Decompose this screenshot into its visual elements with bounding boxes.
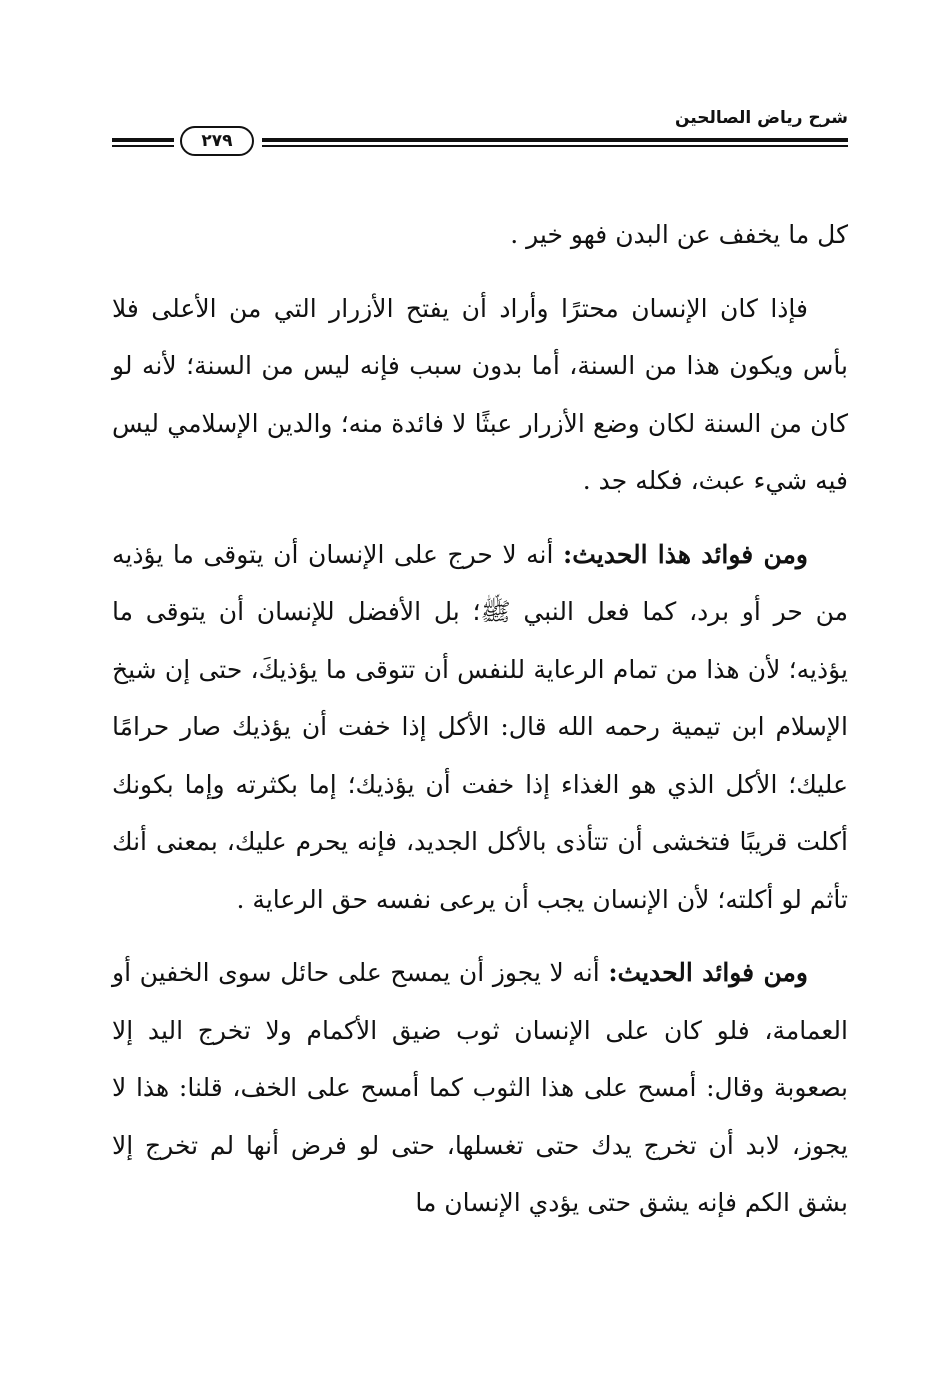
page-number-badge: ٢٧٩	[180, 126, 254, 156]
paragraph-3	[112, 526, 848, 929]
page-body	[112, 206, 848, 1232]
paragraph-1: كل ما يخفف عن البدن فهو خير .	[510, 220, 848, 249]
header-rule-thin	[262, 145, 848, 147]
paragraph-3-lead: ومن فوائد هذا الحديث:	[562, 539, 808, 569]
header-rule-left-thick	[112, 138, 174, 142]
paragraph-3-text: أنه لا حرج على الإنسان أن يتوقى ما يؤذيه من حر أو برد، كما فعل النبي ﷺ؛ بل الأفضل للإنسان أن يتوقى ما يؤذيه؛ لأن هذا من تمام الرعاية للنفس أن تتوقى ما يؤذيكَ، حتى إن شيخ الإسلام ابن تيمية رحمه الله قال: الأكل إذا خفت أن يؤذيك صار حرامًا عليك؛ الأكل الذي هو الغذاء إذا خفت أن يؤذيك؛ إما بكثرته وإما بكونك أكلت قريبًا فتخشى أن تتأذى بالأكل الجديد، فإنه يحرم عليك، بمعنى أنك تأثم لو أكلته؛ لأن الإنسان يجب أن يرعى نفسه حق الرعاية .	[112, 539, 848, 914]
paragraph-4	[112, 944, 848, 1232]
paragraph-4-lead: ومن فوائد الحديث:	[608, 958, 808, 987]
paragraph-4-text: أنه لا يجوز أن يمسح على حائل سوى الخفين أو العمامة، فلو كان على الإنسان ثوب ضيق الأكمام ولا تخرج اليد إلا بصعوبة وقال: أمسح على هذا الثوب كما أمسح على الخف، قلنا: هذا لا يجوز، لابد أن تخرج يدك حتى تغسلها، حتى لو فرض أنها لم تخرج إلا بشق الكم فإنه يشق حتى يؤدي الإنسان ما	[112, 958, 848, 1217]
paragraph-2: فإذا كان الإنسان محترًا وأراد أن يفتح الأزرار التي من الأعلى فلا بأس ويكون هذا من السنة، أما بدون سبب فإنه ليس من السنة؛ لأنه لو كان من السنة لكان وضع الأزرار عبثًا لا فائدة منه؛ والدين الإسلامي ليس فيه شيء عبث، فكله جد .	[112, 293, 848, 495]
header-rule-left-thin	[112, 145, 174, 147]
running-title: شرح رياض الصالحين	[674, 108, 848, 128]
header-rule-thick	[262, 138, 848, 142]
page-header	[112, 100, 848, 160]
